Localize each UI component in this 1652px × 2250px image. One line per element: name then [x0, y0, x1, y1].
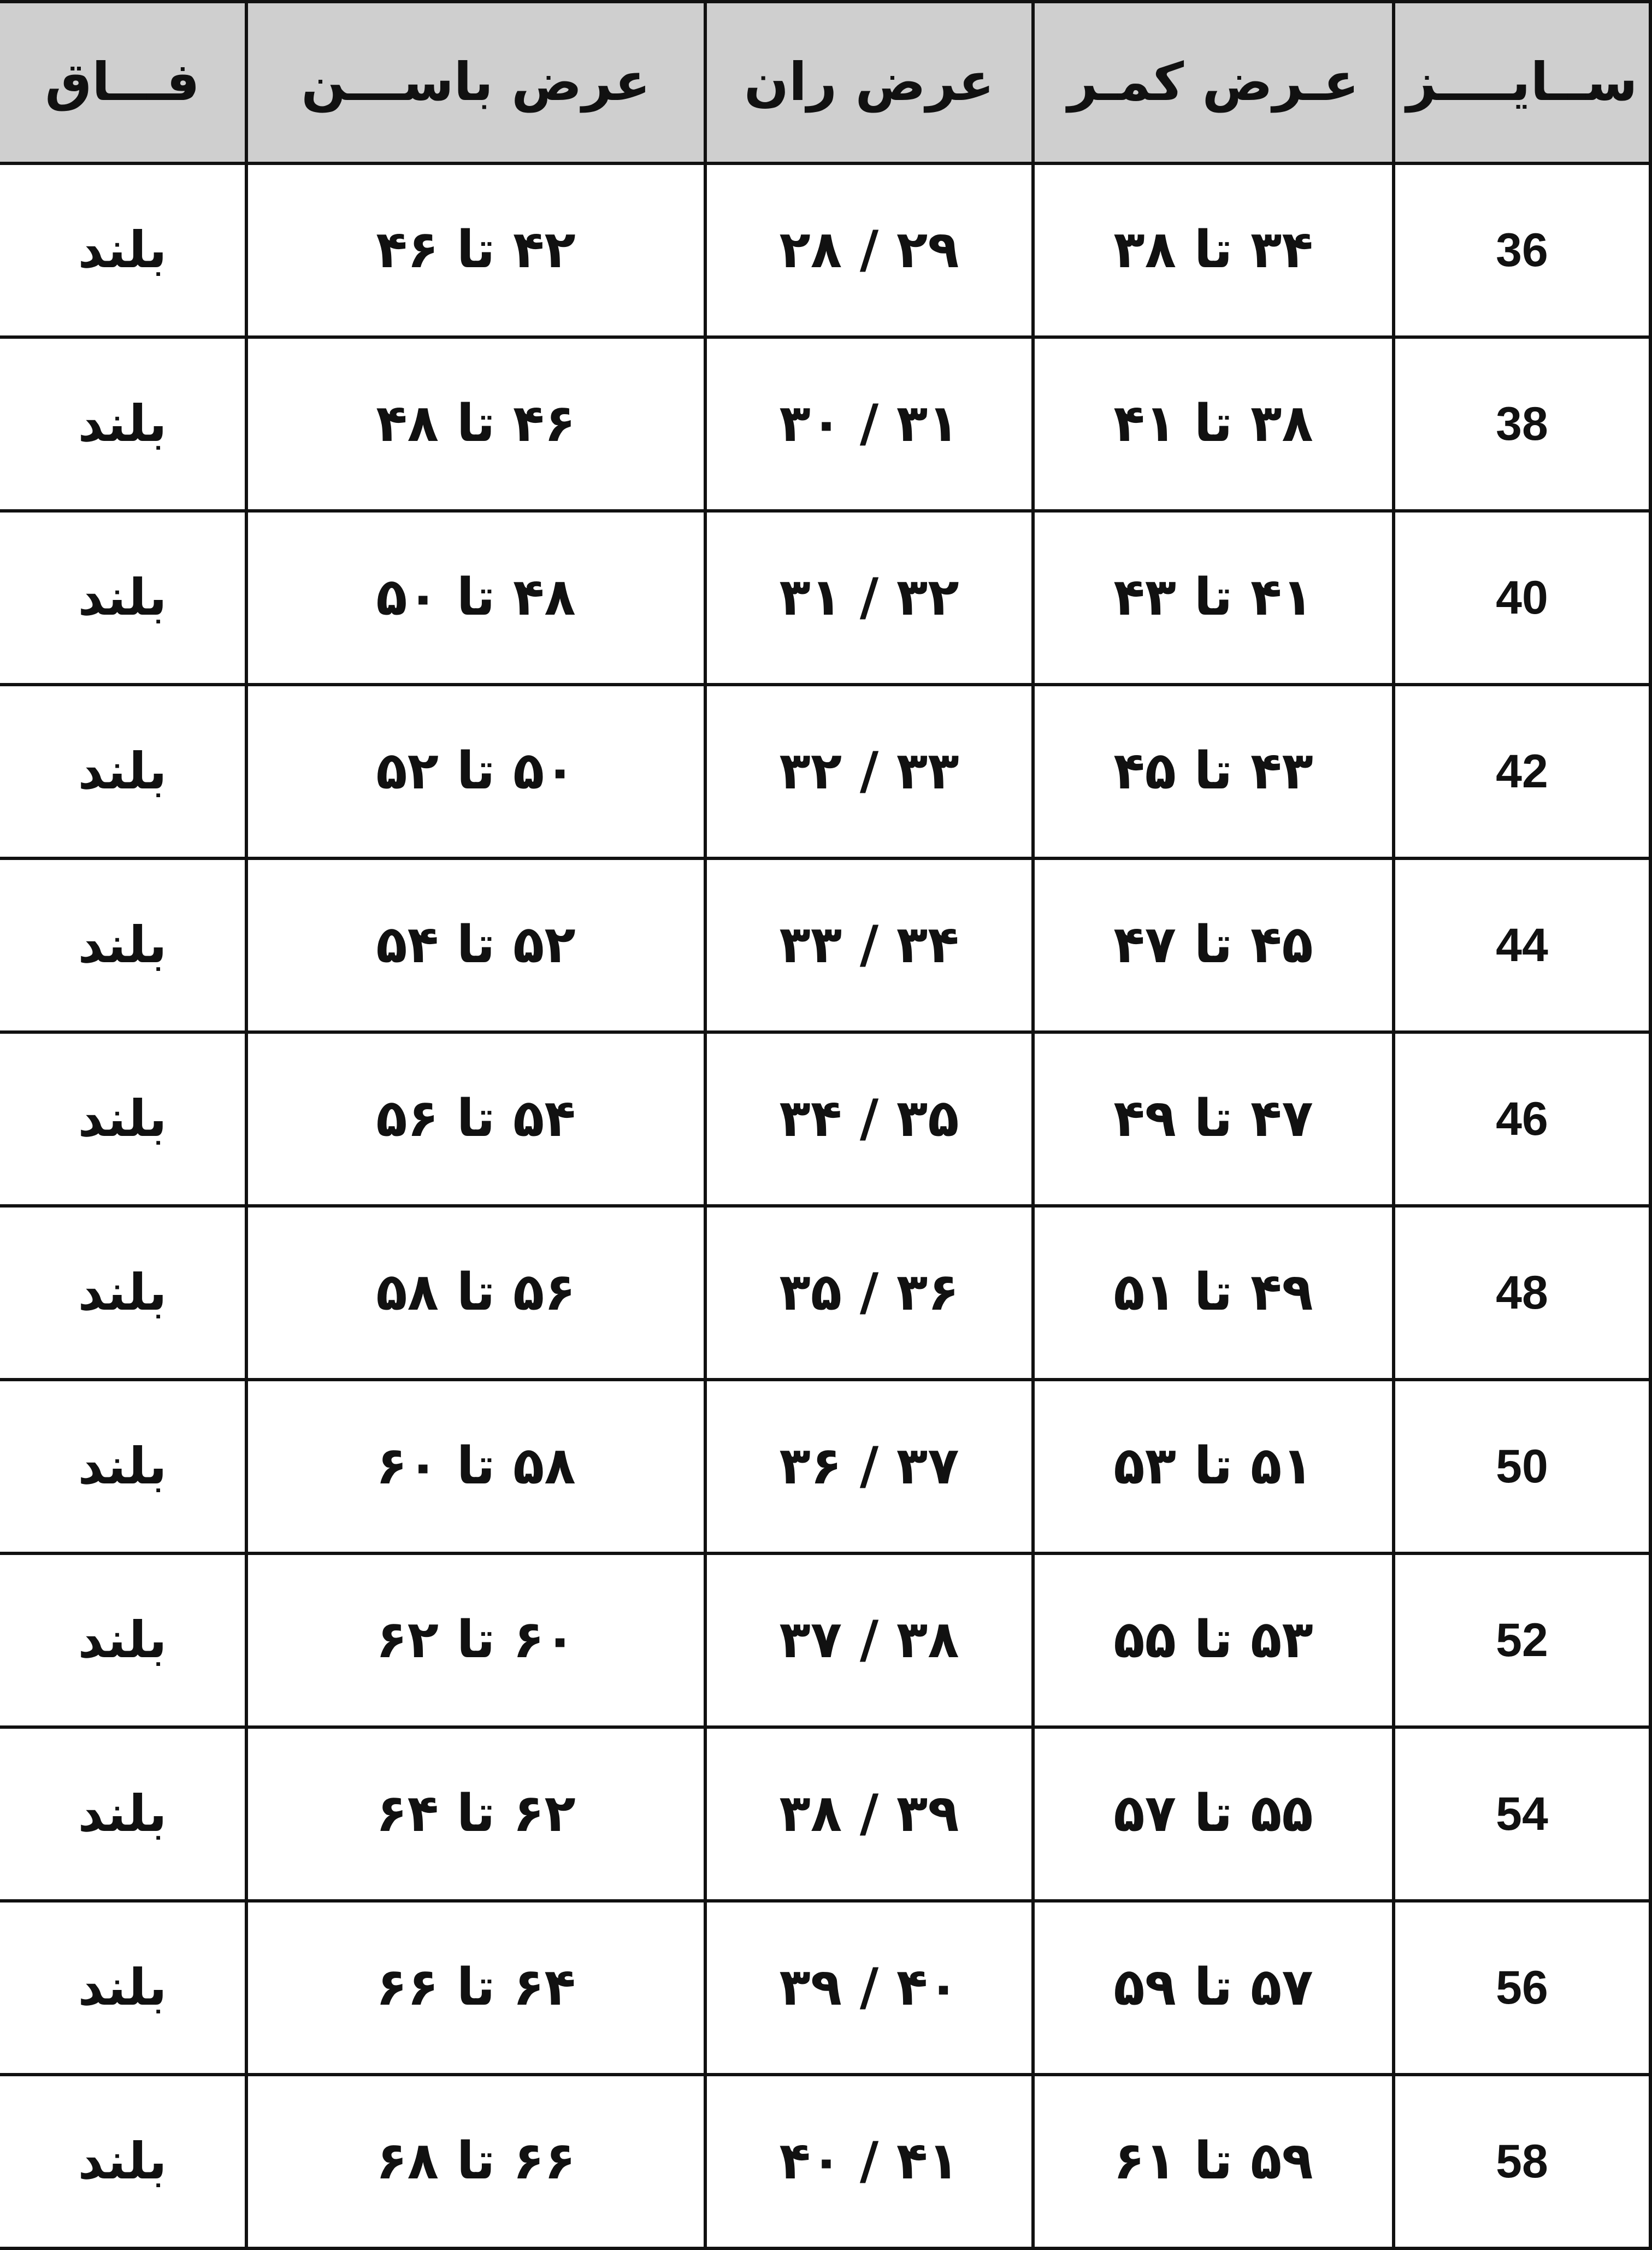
table-header-row: [0, 2, 1650, 163]
cell-waist: ۵۱ تا ۵۳: [1033, 1380, 1394, 1553]
cell-hip: ۶۶ تا ۶۸: [246, 2075, 705, 2248]
table-row: [0, 1727, 1650, 1901]
cell-hip: ۵۰ تا ۵۲: [246, 685, 705, 858]
cell-thigh: ۳۵ / ۳۴: [705, 1032, 1033, 1206]
cell-thigh: ۳۴ / ۳۳: [705, 858, 1033, 1032]
cell-hip: ۶۴ تا ۶۶: [246, 1901, 705, 2075]
table-row: [0, 858, 1650, 1032]
cell-rise: بلند: [0, 1901, 246, 2075]
cell-hip: ۵۶ تا ۵۸: [246, 1206, 705, 1380]
column-header-rise: فـــاق: [0, 2, 246, 163]
cell-thigh: ۳۶ / ۳۵: [705, 1206, 1033, 1380]
cell-hip: ۴۶ تا ۴۸: [246, 337, 705, 511]
cell-waist: ۵۵ تا ۵۷: [1033, 1727, 1394, 1901]
cell-size: 54: [1394, 1727, 1650, 1901]
cell-waist: ۴۵ تا ۴۷: [1033, 858, 1394, 1032]
cell-thigh: ۳۷ / ۳۶: [705, 1380, 1033, 1553]
cell-size: 36: [1394, 163, 1650, 337]
cell-size: 46: [1394, 1032, 1650, 1206]
cell-thigh: ۲۹ / ۲۸: [705, 163, 1033, 337]
cell-waist: ۵۳ تا ۵۵: [1033, 1553, 1394, 1727]
column-header-waist: عـرض کمـر: [1033, 2, 1394, 163]
cell-hip: ۴۸ تا ۵۰: [246, 511, 705, 685]
cell-thigh: ۳۱ / ۳۰: [705, 337, 1033, 511]
table-row: [0, 2075, 1650, 2248]
cell-size: 42: [1394, 685, 1650, 858]
cell-rise: بلند: [0, 2075, 246, 2248]
cell-size: 40: [1394, 511, 1650, 685]
cell-rise: بلند: [0, 1032, 246, 1206]
cell-rise: بلند: [0, 1206, 246, 1380]
cell-thigh: ۴۰ / ۳۹: [705, 1901, 1033, 2075]
cell-thigh: ۴۱ / ۴۰: [705, 2075, 1033, 2248]
cell-rise: بلند: [0, 858, 246, 1032]
cell-waist: ۳۸ تا ۴۱: [1033, 337, 1394, 511]
cell-hip: ۴۲ تا ۴۶: [246, 163, 705, 337]
cell-thigh: ۳۲ / ۳۱: [705, 511, 1033, 685]
cell-thigh: ۳۹ / ۳۸: [705, 1727, 1033, 1901]
cell-rise: بلند: [0, 163, 246, 337]
table-row: [0, 163, 1650, 337]
table-row: [0, 511, 1650, 685]
cell-hip: ۵۲ تا ۵۴: [246, 858, 705, 1032]
table-body: [0, 163, 1650, 2248]
cell-thigh: ۳۳ / ۳۲: [705, 685, 1033, 858]
cell-waist: ۵۷ تا ۵۹: [1033, 1901, 1394, 2075]
column-header-hip: عرض باســـن: [246, 2, 705, 163]
cell-rise: بلند: [0, 685, 246, 858]
cell-hip: ۶۰ تا ۶۲: [246, 1553, 705, 1727]
cell-size: 56: [1394, 1901, 1650, 2075]
cell-hip: ۵۸ تا ۶۰: [246, 1380, 705, 1553]
cell-rise: بلند: [0, 337, 246, 511]
table-row: [0, 1553, 1650, 1727]
cell-size: 48: [1394, 1206, 1650, 1380]
table-row: [0, 1206, 1650, 1380]
cell-hip: ۵۴ تا ۵۶: [246, 1032, 705, 1206]
cell-rise: بلند: [0, 1727, 246, 1901]
cell-waist: ۴۷ تا ۴۹: [1033, 1032, 1394, 1206]
cell-rise: بلند: [0, 1553, 246, 1727]
cell-rise: بلند: [0, 511, 246, 685]
table-row: [0, 337, 1650, 511]
cell-size: 50: [1394, 1380, 1650, 1553]
table-row: [0, 1901, 1650, 2075]
column-header-thigh: عرض ران: [705, 2, 1033, 163]
table-header: [0, 2, 1650, 163]
cell-waist: ۴۳ تا ۴۵: [1033, 685, 1394, 858]
table-row: [0, 685, 1650, 858]
cell-size: 44: [1394, 858, 1650, 1032]
cell-rise: بلند: [0, 1380, 246, 1553]
cell-size: 38: [1394, 337, 1650, 511]
cell-size: 58: [1394, 2075, 1650, 2248]
cell-waist: ۴۹ تا ۵۱: [1033, 1206, 1394, 1380]
table-row: [0, 1380, 1650, 1553]
cell-size: 52: [1394, 1553, 1650, 1727]
cell-waist: ۳۴ تا ۳۸: [1033, 163, 1394, 337]
cell-thigh: ۳۸ / ۳۷: [705, 1553, 1033, 1727]
table-row: [0, 1032, 1650, 1206]
cell-hip: ۶۲ تا ۶۴: [246, 1727, 705, 1901]
column-header-size: ســایــــز: [1394, 2, 1650, 163]
cell-waist: ۴۱ تا ۴۳: [1033, 511, 1394, 685]
cell-waist: ۵۹ تا ۶۱: [1033, 2075, 1394, 2248]
